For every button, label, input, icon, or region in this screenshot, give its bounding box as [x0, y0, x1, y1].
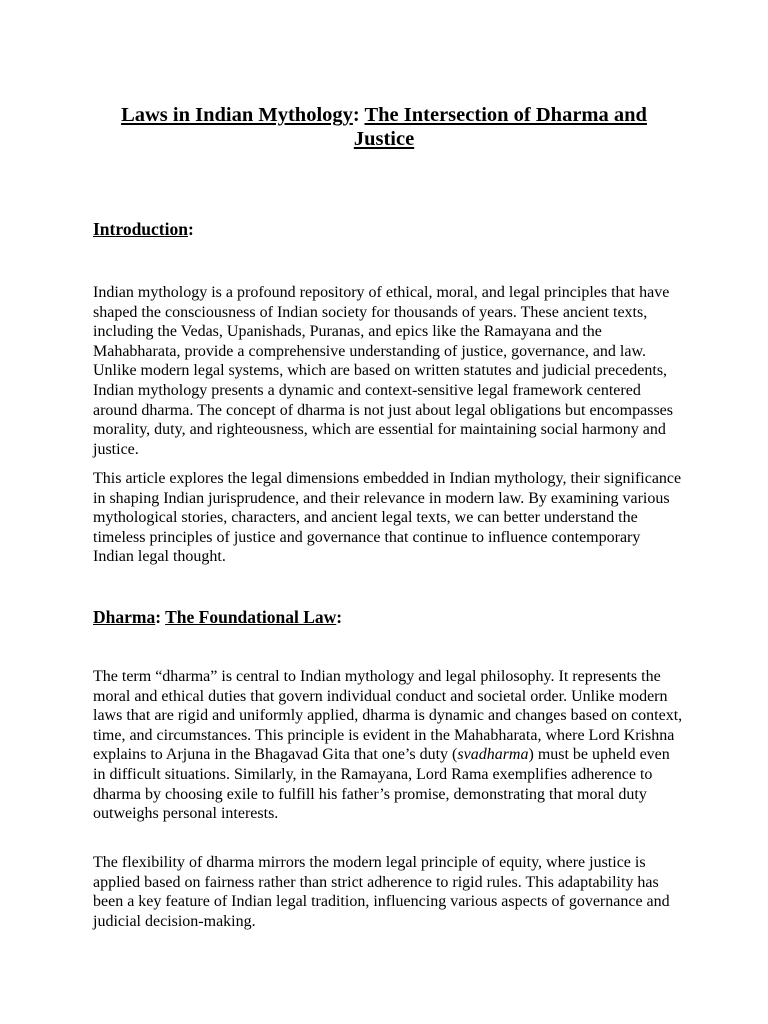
dharma-heading-separator: : — [155, 607, 166, 627]
introduction-paragraph-1: Indian mythology is a profound repository of ethical, moral, and legal principles that have shaped the consciousness of Indian society for thousands of years. These ancient texts, including the Vedas, Upanishads, Puranas, and epics like the Ramayana and the Mahabharata, provide a comprehensive understanding of justice, governance, and law. Unlike modern legal systems, which are based on written statutes and judicial precedents, Indian mythology presents a dynamic and context-sensitive legal framework centered around dharma. The concept of dharma is not just about legal obligations but encompasses morality, duty, and righteousness, which are essential for maintaining social harmony and justice. — [93, 284, 674, 458]
svadharma-term: svadharma — [457, 746, 529, 764]
title-separator: : — [352, 103, 365, 126]
dharma-paragraph-1-after: ) must be upheld even in difficult situations. Similarly, in the Ramayana, Lord Rama exemplifies adherence to dharma by choosing exile to fulfill his father’s promise, demonstrating that moral duty outweighs personal interests. — [93, 746, 670, 823]
introduction-paragraph-2: This article explores the legal dimensions embedded in Indian mythology, their significance in shaping Indian jurisprudence, and their relevance in modern law. By examining various mythological stories, characters, and ancient legal texts, we can better understand the timeless principles of justice and governance that continue to influence contemporary Indian legal thought. — [93, 470, 682, 566]
introduction-heading — [93, 218, 194, 240]
introduction-heading-colon: : — [187, 219, 194, 239]
title-part-2: The Intersection of Dharma and Justice — [353, 103, 647, 150]
title-part-1: Laws in Indian Mythology — [121, 103, 353, 126]
dharma-paragraph-1 — [93, 667, 683, 824]
dharma-heading-part-2: The Foundational Law — [165, 607, 337, 627]
dharma-heading-part-1: Dharma — [93, 607, 156, 627]
document-title — [93, 103, 675, 151]
dharma-paragraph-1-before: The term “dharma” is central to Indian mythology and legal philosophy. It represents the moral and ethical duties that govern individual conduct and societal order. Unlike modern laws that are rigid and uniformly applied, dharma is dynamic and changes based on context, time, and circumstances. This principle is evident in the Mahabharata, where Lord Krishna explains to Arjuna in the Bhagavad Gita that one’s duty ( — [93, 668, 683, 764]
dharma-heading-colon: : — [336, 607, 343, 627]
dharma-paragraph-2: The flexibility of dharma mirrors the modern legal principle of equity, where justice is applied based on fairness rather than strict adherence to rigid rules. This adaptability has been a key feature of Indian legal tradition, influencing various aspects of governance and judicial decision-making. — [93, 854, 670, 930]
introduction-heading-text: Introduction — [93, 219, 188, 239]
dharma-heading — [93, 606, 342, 628]
